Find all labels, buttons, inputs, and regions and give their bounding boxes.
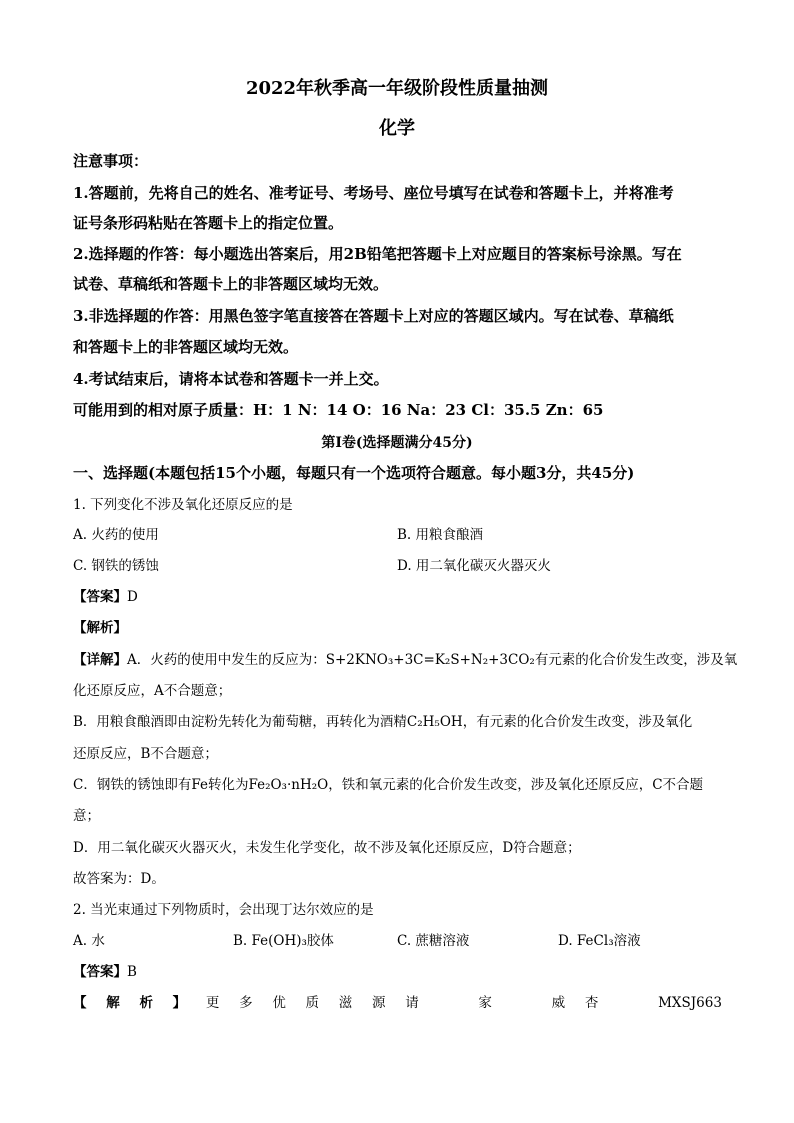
q2-analysis-line — [73, 993, 722, 1013]
q1-answer: D — [127, 589, 138, 605]
q2-option-d: D. FeCl₃溶液 — [558, 933, 641, 949]
q1-answer-line — [73, 587, 138, 607]
q1-detail-c — [73, 775, 703, 795]
q1-detail-d: D．用二氧化碳灭火器灭火，未发生化学变化，故不涉及氧化还原反应，D符合题意； — [73, 840, 581, 856]
q1-detail-b-pre: B．用粮食酿酒即由淀粉先转化为葡萄糖，再转化为酒精 — [73, 714, 407, 730]
q1-conclusion: 故答案为：D。 — [73, 871, 165, 887]
word-8: 家 — [478, 995, 492, 1011]
q1-detail-c-post: ，铁和氧元素的化合价发生改变，涉及氧化还原反应，C不合题 — [328, 777, 704, 793]
analysis-char-2: 析 — [139, 995, 153, 1011]
word-2: 多 — [239, 995, 253, 1011]
rust-formula: Fe₂O₃·nH₂O — [248, 777, 329, 793]
analysis-tag: 【解析】 — [73, 620, 127, 636]
note-1a: 1.答题前，先将自己的姓名、准考证号、考场号、座位号填写在试卷和答题卡上，并将准考 — [73, 184, 674, 202]
q1-option-c: C. 钢铁的锈蚀 — [73, 558, 159, 574]
bracket-open: 【 — [73, 995, 87, 1011]
note-2a: 2.选择题的作答：每小题选出答案后，用2B铅笔把答题卡上对应题目的答案标号涂黑。写在 — [73, 245, 682, 263]
note-3b: 和答题卡上的非答题区域均无效。 — [73, 338, 299, 356]
detail-tag: 【详解】 — [73, 652, 127, 668]
notes-heading: 注意事项： — [73, 152, 149, 170]
q1-equation: S+2KNO₃+3C=K₂S+N₂+3CO₂ — [325, 652, 535, 668]
q2-answer: B — [127, 964, 137, 980]
q1-detail-a-pre: A．火药的使用中发生的反应为： — [127, 652, 326, 668]
word-1: 更 — [205, 995, 220, 1011]
q1-detail-a2: 化还原反应，A不合题意； — [73, 683, 232, 699]
word-6: 源 — [371, 995, 386, 1011]
analysis-char-1: 解 — [106, 995, 120, 1011]
exam-title: 2022年秋季高一年级阶段性质量抽测 — [245, 78, 549, 99]
q1-detail-a-post: 有元素的化合价发生改变，涉及氧 — [534, 652, 738, 668]
ethanol-formula: C₂H₅OH — [406, 714, 463, 730]
q2-option-c: C. 蔗糖溶液 — [397, 933, 470, 949]
q1-detail-c2: 意； — [73, 808, 100, 824]
source-code: MXSJ663 — [658, 995, 722, 1011]
part-heading: 一、选择题(本题包括15个小题，每题只有一个选项符合题意。每小题3分，共45分) — [73, 464, 635, 482]
q1-detail-b-post: ，有元素的化合价发生改变，涉及氧化 — [462, 714, 693, 730]
bracket-close: 】 — [172, 995, 187, 1011]
q1-detail-b — [73, 712, 692, 732]
note-2b: 试卷、草稿纸和答题卡上的非答题区域均无效。 — [73, 275, 389, 293]
word-3: 优 — [272, 995, 286, 1011]
q2-stem: 2. 当光束通过下列物质时，会出现丁达尔效应的是 — [73, 902, 374, 918]
q2-option-b: B. Fe(OH)₃胶体 — [233, 933, 334, 949]
word-9: 威 — [551, 995, 566, 1011]
q2-answer-line — [73, 962, 137, 982]
q1-option-d: D. 用二氧化碳灭火器灭火 — [397, 558, 551, 574]
answer-tag: 【答案】 — [73, 589, 127, 605]
q1-stem: 1. 下列变化不涉及氧化还原反应的是 — [73, 497, 293, 513]
word-4: 质 — [305, 995, 320, 1011]
note-3a: 3.非选择题的作答：用黑色签字笔直接答在答题卡上对应的答题区域内。写在试卷、草稿纸 — [73, 307, 674, 325]
word-10: 杏 — [584, 995, 599, 1011]
word-5: 滋 — [338, 995, 353, 1011]
atomic-masses: 可能用到的相对原子质量：H：1 N：14 O：16 Na：23 Cl：35.5 Zn：65 — [73, 401, 604, 419]
note-4: 4.考试结束后，请将本试卷和答题卡一并上交。 — [73, 370, 389, 388]
subject-title: 化学 — [379, 118, 415, 139]
q1-detail-b2: 还原反应，B不合题意； — [73, 746, 218, 762]
q1-option-b: B. 用粮食酿酒 — [397, 527, 484, 543]
word-7: 请 — [405, 995, 419, 1011]
q1-detail-c-pre: C．钢铁的锈蚀即有Fe转化为 — [73, 777, 249, 793]
volume-heading: 第Ⅰ卷(选择题满分45分) — [321, 435, 473, 451]
q2-option-a: A. 水 — [73, 933, 105, 949]
q1-option-a: A. 火药的使用 — [73, 527, 159, 543]
q1-detail-a — [73, 650, 737, 670]
note-1b: 证号条形码粘贴在答题卡上的指定位置。 — [73, 214, 344, 232]
q2-answer-tag: 【答案】 — [73, 964, 127, 980]
